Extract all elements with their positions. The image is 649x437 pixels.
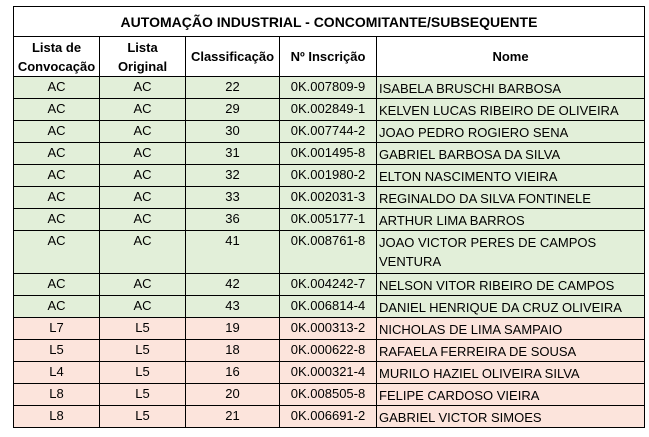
cell-inscricao: 0K.000313-2 — [280, 318, 377, 340]
header-inscricao: Nº Inscrição — [280, 37, 377, 77]
cell-lista-original: AC — [100, 99, 186, 121]
header-classificacao: Classificação — [186, 37, 280, 77]
cell-inscricao: 0K.006691-2 — [280, 406, 377, 428]
table-row — [14, 165, 645, 187]
cell-classificacao: 33 — [186, 187, 280, 209]
cell-classificacao: 20 — [186, 384, 280, 406]
cell-nome: MURILO HAZIEL OLIVEIRA SILVA — [377, 362, 645, 384]
table-row — [14, 231, 645, 274]
cell-lista-original: L5 — [100, 362, 186, 384]
cell-nome: ELTON NASCIMENTO VIEIRA — [377, 165, 645, 187]
cell-nome: GABRIEL BARBOSA DA SILVA — [377, 143, 645, 165]
cell-inscricao: 0K.000622-8 — [280, 340, 377, 362]
table-row — [14, 143, 645, 165]
cell-lista-convocacao: L4 — [14, 362, 100, 384]
cell-nome: ISABELA BRUSCHI BARBOSA — [377, 77, 645, 99]
table-row — [14, 274, 645, 296]
table-body — [14, 77, 645, 428]
cell-lista-original: L5 — [100, 340, 186, 362]
table-row — [14, 99, 645, 121]
cell-classificacao: 19 — [186, 318, 280, 340]
table-row — [14, 121, 645, 143]
cell-lista-original: AC — [100, 165, 186, 187]
header-lista-original — [100, 37, 186, 77]
cell-lista-convocacao: AC — [14, 296, 100, 318]
cell-lista-original: L5 — [100, 318, 186, 340]
cell-classificacao: 22 — [186, 77, 280, 99]
cell-lista-convocacao: AC — [14, 274, 100, 296]
cell-nome: FELIPE CARDOSO VIEIRA — [377, 384, 645, 406]
cell-lista-original: AC — [100, 121, 186, 143]
cell-lista-convocacao: L8 — [14, 384, 100, 406]
cell-lista-convocacao: AC — [14, 99, 100, 121]
cell-lista-original: AC — [100, 274, 186, 296]
header-lista-original-line1: Lista — [127, 39, 158, 55]
cell-classificacao: 43 — [186, 296, 280, 318]
cell-inscricao: 0K.005177-1 — [280, 209, 377, 231]
cell-nome: KELVEN LUCAS RIBEIRO DE OLIVEIRA — [377, 99, 645, 121]
cell-lista-original: AC — [100, 143, 186, 165]
cell-nome: REGINALDO DA SILVA FONTINELE — [377, 187, 645, 209]
cell-classificacao: 31 — [186, 143, 280, 165]
table-row — [14, 318, 645, 340]
cell-lista-original: AC — [100, 77, 186, 99]
cell-classificacao: 41 — [186, 231, 280, 274]
spreadsheet-view — [13, 6, 644, 428]
cell-lista-original: AC — [100, 187, 186, 209]
table-row — [14, 362, 645, 384]
cell-inscricao: 0K.007744-2 — [280, 121, 377, 143]
cell-classificacao: 29 — [186, 99, 280, 121]
cell-lista-original: AC — [100, 296, 186, 318]
cell-lista-original: L5 — [100, 406, 186, 428]
header-lista-convocacao — [14, 37, 100, 77]
cell-nome: NELSON VITOR RIBEIRO DE CAMPOS — [377, 274, 645, 296]
table-row — [14, 187, 645, 209]
cell-classificacao: 32 — [186, 165, 280, 187]
header-lista-original-line2: Original — [117, 58, 168, 74]
cell-lista-convocacao: AC — [14, 187, 100, 209]
cell-lista-original: AC — [100, 209, 186, 231]
cell-inscricao: 0K.002031-3 — [280, 187, 377, 209]
cell-lista-convocacao: AC — [14, 77, 100, 99]
table-row — [14, 296, 645, 318]
table-row — [14, 340, 645, 362]
cell-nome: JOAO VICTOR PERES DE CAMPOS VENTURA — [377, 231, 645, 274]
cell-lista-convocacao: AC — [14, 209, 100, 231]
convocation-table — [13, 6, 645, 428]
header-nome: Nome — [377, 37, 645, 77]
cell-inscricao: 0K.006814-4 — [280, 296, 377, 318]
table-row — [14, 406, 645, 428]
cell-nome: NICHOLAS DE LIMA SAMPAIO — [377, 318, 645, 340]
cell-inscricao: 0K.008761-8 — [280, 231, 377, 274]
cell-lista-convocacao: AC — [14, 143, 100, 165]
cell-classificacao: 18 — [186, 340, 280, 362]
table-row — [14, 209, 645, 231]
cell-classificacao: 42 — [186, 274, 280, 296]
cell-nome: RAFAELA FERREIRA DE SOUSA — [377, 340, 645, 362]
cell-lista-convocacao: L7 — [14, 318, 100, 340]
cell-inscricao: 0K.001495-8 — [280, 143, 377, 165]
cell-lista-original: L5 — [100, 384, 186, 406]
cell-classificacao: 36 — [186, 209, 280, 231]
cell-inscricao: 0K.007809-9 — [280, 77, 377, 99]
table-title: AUTOMAÇÃO INDUSTRIAL - CONCOMITANTE/SUBSEQUENTE — [14, 7, 645, 37]
cell-lista-convocacao: AC — [14, 231, 100, 274]
table-row — [14, 77, 645, 99]
cell-lista-convocacao: L5 — [14, 340, 100, 362]
cell-inscricao: 0K.001980-2 — [280, 165, 377, 187]
cell-inscricao: 0K.002849-1 — [280, 99, 377, 121]
cell-lista-convocacao: L8 — [14, 406, 100, 428]
cell-classificacao: 16 — [186, 362, 280, 384]
cell-nome: JOAO PEDRO ROGIERO SENA — [377, 121, 645, 143]
cell-inscricao: 0K.008505-8 — [280, 384, 377, 406]
cell-lista-convocacao: AC — [14, 165, 100, 187]
header-lista-convocacao-line1: Lista de — [31, 39, 82, 55]
cell-classificacao: 30 — [186, 121, 280, 143]
cell-classificacao: 21 — [186, 406, 280, 428]
cell-inscricao: 0K.000321-4 — [280, 362, 377, 384]
cell-nome: GABRIEL VICTOR SIMOES — [377, 406, 645, 428]
cell-lista-convocacao: AC — [14, 121, 100, 143]
table-row — [14, 384, 645, 406]
cell-inscricao: 0K.004242-7 — [280, 274, 377, 296]
header-lista-convocacao-line2: Convocação — [17, 58, 96, 74]
cell-nome: DANIEL HENRIQUE DA CRUZ OLIVEIRA — [377, 296, 645, 318]
cell-lista-original: AC — [100, 231, 186, 274]
cell-nome: ARTHUR LIMA BARROS — [377, 209, 645, 231]
